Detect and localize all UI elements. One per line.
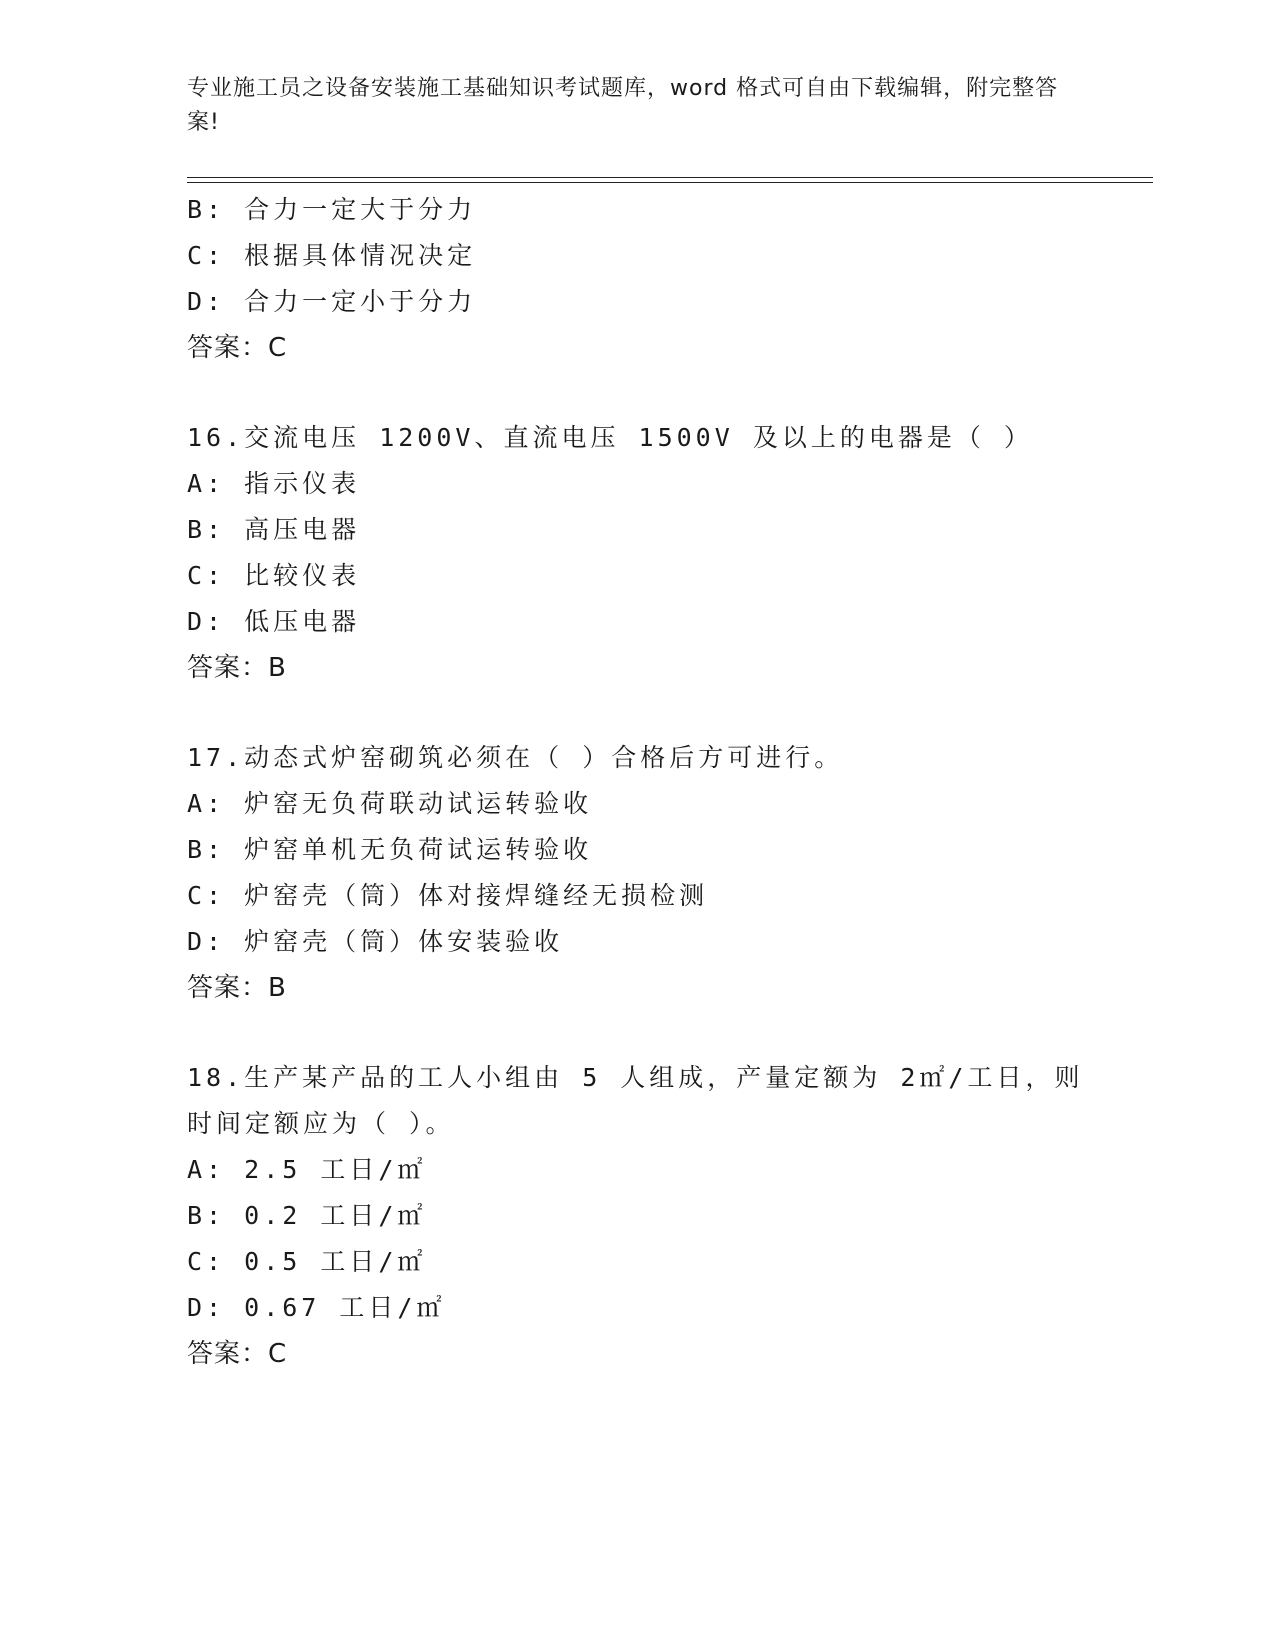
option-b: B: 炉窑单机无负荷试运转验收 xyxy=(187,835,593,864)
answer-line: 答案：B xyxy=(187,653,287,683)
header-rule-bottom xyxy=(187,182,1153,183)
option-b: B: 高压电器 xyxy=(187,515,361,544)
spacer xyxy=(187,1011,1087,1055)
option-c: C: 比较仪表 xyxy=(187,561,361,590)
option-c: C: 0.5 工日/㎡ xyxy=(187,1247,427,1276)
option-b: B: 0.2 工日/㎡ xyxy=(187,1201,427,1230)
document-header: 专业施工员之设备安装施工基础知识考试题库，word 格式可自由下载编辑，附完整答案! xyxy=(187,76,1059,135)
answer-line: 答案：B xyxy=(187,973,287,1003)
option-c: C: 根据具体情况决定 xyxy=(187,241,477,270)
question-16 xyxy=(187,415,1087,691)
question-text: 17.动态式炉窑砌筑必须在（ ）合格后方可进行。 xyxy=(187,743,844,772)
answer-line: 答案：C xyxy=(187,333,288,363)
option-a: A: 指示仪表 xyxy=(187,469,361,498)
question-17 xyxy=(187,735,1087,1011)
answer-line: 答案：C xyxy=(187,1339,288,1369)
spacer xyxy=(187,691,1087,735)
option-b: B: 合力一定大于分力 xyxy=(187,195,477,224)
question-18 xyxy=(187,1055,1087,1377)
option-d: D: 低压电器 xyxy=(187,607,361,636)
option-d: D: 合力一定小于分力 xyxy=(187,287,477,316)
option-a: A: 2.5 工日/㎡ xyxy=(187,1155,427,1184)
option-d: D: 0.67 工日/㎡ xyxy=(187,1293,446,1322)
question-15-tail xyxy=(187,187,1087,371)
question-list xyxy=(187,187,1087,1377)
question-text: 18.生产某产品的工人小组由 5 人组成，产量定额为 2㎡/工日，则时间定额应为（ ）。 xyxy=(187,1063,1084,1138)
header-rule-top xyxy=(187,177,1153,178)
question-text: 16.交流电压 1200V、直流电压 1500V 及以上的电器是（ ） xyxy=(187,423,1033,452)
option-a: A: 炉窑无负荷联动试运转验收 xyxy=(187,789,593,818)
option-d: D: 炉窑壳（筒）体安装验收 xyxy=(187,927,564,956)
spacer xyxy=(187,371,1087,415)
option-c: C: 炉窑壳（筒）体对接焊缝经无损检测 xyxy=(187,881,709,910)
